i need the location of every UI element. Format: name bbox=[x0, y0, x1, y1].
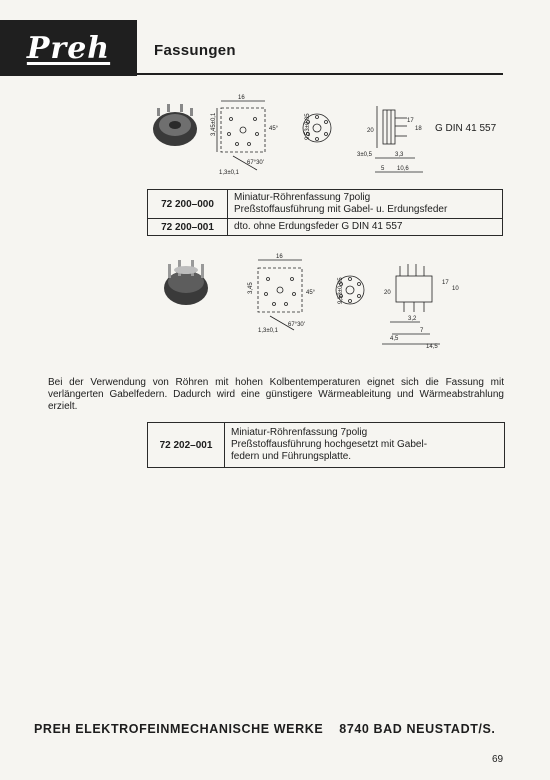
dim-top-2: 16 bbox=[276, 254, 283, 260]
socket-top-view-2 bbox=[258, 260, 302, 330]
socket-photo-1 bbox=[153, 104, 197, 146]
dim-dia-2: 9,53±0,05 bbox=[338, 277, 344, 304]
dim-dia-1: 9,53±0,05 bbox=[305, 113, 311, 140]
table-row bbox=[148, 219, 503, 236]
dim-h3-2: 10 bbox=[452, 286, 459, 292]
socket-photo-2 bbox=[164, 260, 208, 305]
description-line: dto. ohne Erdungsfeder G DIN 41 557 bbox=[234, 221, 403, 232]
dim-diag-2: 45° bbox=[306, 290, 316, 296]
dim-w3-1: 10,6 bbox=[397, 166, 409, 172]
table-row bbox=[148, 423, 505, 468]
logo-text: Preh bbox=[26, 30, 111, 66]
footer-company: PREH ELEKTROFEINMECHANISCHE WERKE bbox=[34, 722, 324, 736]
dim-w1-2: 3,2 bbox=[408, 316, 417, 322]
description-line: Miniatur-Röhrenfassung 7polig bbox=[234, 192, 371, 203]
norm-label-1: G DIN 41 557 bbox=[435, 123, 497, 134]
dim-h2-2: 17 bbox=[442, 280, 449, 286]
dim-w4-2: 14,5 bbox=[426, 344, 438, 350]
spec-table-1 bbox=[147, 189, 503, 236]
article-description bbox=[228, 190, 503, 219]
description-paragraph: Bei der Verwendung von Röhren mit hohen Kolbentemperaturen eignet sich die Fassung mit verlängerten Gabelfedern. Dadurch wird eine günstigere Wärmeableitung und Wärmeabstrahlung erzielt. bbox=[48, 377, 504, 412]
description-line: Preßstoffausführung mit Gabel- u. Erdungsfeder bbox=[234, 204, 448, 215]
dim-w2-2: 7 bbox=[420, 328, 424, 334]
page-number: 69 bbox=[492, 754, 504, 765]
socket-side-view-1 bbox=[375, 106, 423, 172]
article-description bbox=[225, 423, 505, 468]
socket-figure-1 bbox=[145, 92, 425, 182]
footer-city: 8740 BAD NEUSTADT/S. bbox=[339, 722, 496, 736]
article-number: 72 200–001 bbox=[148, 219, 228, 236]
title-rule bbox=[137, 73, 503, 75]
dim-angle-2: 67°30' bbox=[288, 322, 305, 328]
description-line: federn und Führungsplatte. bbox=[231, 451, 352, 462]
socket-side-view-2 bbox=[382, 264, 440, 344]
dim-h2-1: 17 bbox=[407, 118, 414, 124]
dim-bottom-2: 1,3±0,1 bbox=[258, 328, 278, 334]
dim-w3-2: 4,5 bbox=[390, 336, 399, 342]
article-number: 72 202–001 bbox=[148, 423, 225, 468]
socket-figure-2 bbox=[160, 250, 470, 350]
dim-left-2: 3,45 bbox=[248, 282, 254, 294]
dim-angle-1: 67°30' bbox=[247, 160, 264, 166]
section-title: Fassungen bbox=[154, 42, 236, 59]
description-line: Preßstoffausführung hochgesetzt mit Gabel- bbox=[231, 439, 428, 450]
dim-bottom-1: 1,3±0,1 bbox=[219, 170, 239, 176]
dim-h1-1: 20 bbox=[367, 128, 374, 134]
table-row bbox=[148, 190, 503, 219]
dim-diag-1: 45° bbox=[269, 126, 279, 132]
spec-table-2 bbox=[147, 422, 505, 468]
footer bbox=[34, 722, 496, 736]
description-line: Miniatur-Röhrenfassung 7polig bbox=[231, 427, 368, 438]
preh-logo bbox=[0, 20, 137, 76]
dim-w1-1: 3,3 bbox=[395, 152, 404, 158]
dim-h1-2: 20 bbox=[384, 290, 391, 296]
dim-left-1: 3,45±0,1 bbox=[211, 112, 217, 136]
article-description bbox=[228, 219, 503, 236]
dim-w2-1: 5 bbox=[381, 166, 385, 172]
dim-h3-1: 18 bbox=[415, 126, 422, 132]
dim-top-1: 16 bbox=[238, 95, 245, 101]
dim-small-1: 3±0,5 bbox=[357, 152, 372, 158]
article-number: 72 200–000 bbox=[148, 190, 228, 219]
